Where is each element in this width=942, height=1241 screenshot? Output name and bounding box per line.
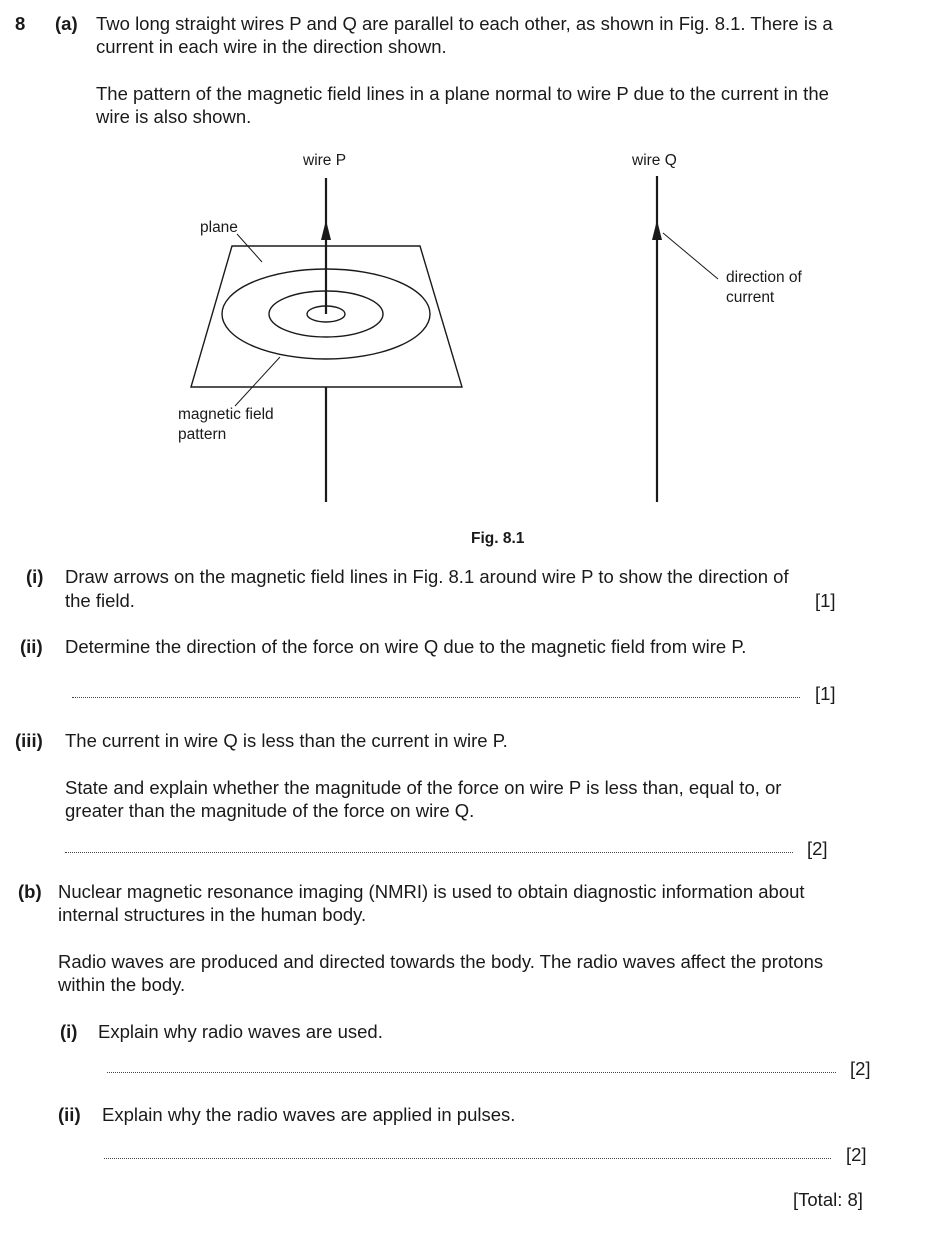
label-wire-q: wire Q (632, 152, 677, 169)
part-b-intro-line2: internal structures in the human body. (58, 904, 367, 925)
a-ii-marks: [1] (815, 683, 836, 704)
part-b-radio-line2: within the body. (58, 974, 186, 995)
b-ii-text: Explain why the radio waves are applied in pulses. (102, 1104, 516, 1125)
part-a-intro-line1: Two long straight wires P and Q are parallel to each other, as shown in Fig. 8.1. There is a (96, 13, 833, 34)
question-number: 8 (15, 13, 26, 34)
part-a-pattern-line1: The pattern of the magnetic field lines in a plane normal to wire P due to the current in the (96, 83, 829, 104)
figure-caption: Fig. 8.1 (471, 530, 525, 547)
a-i-marks: [1] (815, 590, 836, 611)
part-b-radio-line1: Radio waves are produced and directed towards the body. The radio waves affect the protons (58, 951, 824, 972)
a-ii-text: Determine the direction of the force on wire Q due to the magnetic field from wire P. (65, 636, 747, 657)
b-i-text: Explain why radio waves are used. (98, 1021, 383, 1042)
b-ii-label: (ii) (58, 1104, 81, 1125)
label-current-line2: current (726, 289, 775, 306)
a-iii-text: The current in wire Q is less than the current in wire P. (65, 730, 508, 751)
part-a-pattern-line2: wire is also shown. (96, 106, 252, 127)
b-ii-marks: [2] (846, 1144, 867, 1165)
a-ii-label: (ii) (20, 636, 43, 657)
current-leader-line (663, 233, 718, 279)
a-iii-line2: greater than the magnitude of the force on wire Q. (65, 800, 475, 821)
a-i-line1: Draw arrows on the magnetic field lines in Fig. 8.1 around wire P to show the direction of (65, 566, 789, 587)
label-field-line1: magnetic field (178, 406, 274, 423)
label-wire-p: wire P (303, 152, 347, 169)
a-i-label: (i) (26, 566, 44, 587)
a-iii-marks: [2] (807, 838, 828, 859)
a-iii-label: (iii) (15, 730, 43, 751)
b-i-answer-line[interactable] (107, 1072, 836, 1073)
label-plane: plane (200, 219, 238, 236)
a-iii-line1: State and explain whether the magnitude of the force on wire P is less than, equal to, or (65, 777, 782, 798)
a-ii-answer-line[interactable] (72, 697, 800, 698)
total-marks: [Total: 8] (793, 1189, 863, 1210)
b-i-label: (i) (60, 1021, 78, 1042)
part-b-label: (b) (18, 881, 42, 902)
label-field-line2: pattern (178, 426, 227, 443)
b-ii-answer-line[interactable] (104, 1158, 831, 1159)
b-i-marks: [2] (850, 1058, 871, 1079)
label-current-line1: direction of (726, 269, 802, 286)
part-b-intro-line1: Nuclear magnetic resonance imaging (NMRI) is used to obtain diagnostic information about (58, 881, 805, 902)
a-iii-answer-line[interactable] (65, 852, 793, 853)
a-i-line2: the field. (65, 590, 135, 611)
part-a-intro-line2: current in each wire in the direction shown. (96, 36, 447, 57)
wire-p-current-arrow-icon (321, 220, 331, 240)
part-a-label: (a) (55, 13, 78, 34)
wire-q-current-arrow-icon (652, 220, 662, 240)
